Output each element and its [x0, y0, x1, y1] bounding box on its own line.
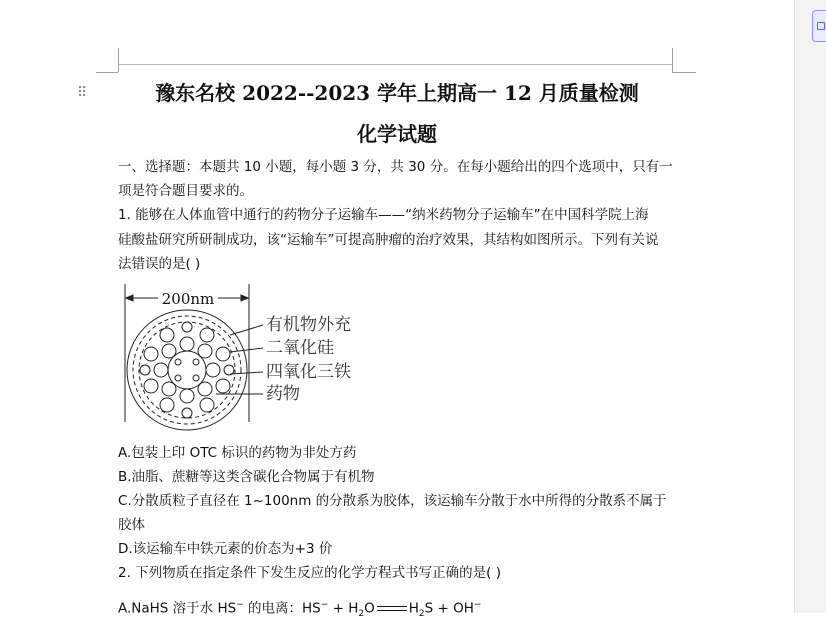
q2-stem: 2. 下列物质在指定条件下发生反应的化学方程式书写正确的是( ) [118, 565, 501, 581]
q2-option-a: A.NaHS 溶于水 HS− 的电离：$HS^- + H_2O$ $H_2S + OH^-$ [118, 600, 482, 620]
label-drug: 药物 [266, 384, 300, 404]
label-silica: 二氧化硅 [266, 338, 334, 358]
label-organic-coating: 有机物外充 [266, 315, 351, 335]
margin-corner-top-left-h [96, 72, 118, 73]
page-subtitle: 化学试题 [357, 122, 437, 146]
q2-a-eq: + H [328, 600, 359, 617]
section-intro-line1: 一、选择题：本题共 10 小题，每小题 3 分，共 30 分。在每小题给出的四个选项中，只有一 [118, 159, 673, 175]
label-fe3o4: 四氧化三铁 [266, 362, 351, 382]
nanocarrier-figure [118, 282, 378, 432]
margin-corner-top-right-h [672, 72, 696, 73]
q1-stem-line2: 硅酸盐研究所研制成功，该“运输车”可提高肿瘤的治疗效果，其结构如图所示。下列有关说 [118, 232, 659, 248]
side-panel-tab[interactable] [812, 10, 826, 42]
q1-stem-line1: 1. 能够在人体血管中通行的药物分子运输车——“纳米药物分子运输车”在中国科学院上海 [118, 207, 649, 223]
q1-option-d: D.该运输车中铁元素的价态为+3 价 [118, 541, 333, 557]
q2-a-prefix: A.NaHS 溶于水 HS [118, 600, 237, 617]
q1-option-c-line1: C.分散质粒子直径在 1~100nm 的分散系为胶体，该运输车分散于水中所得的分散系不属于 [118, 493, 667, 509]
q1-option-b: B.油脂、蔗糖等这类含碳化合物属于有机物 [118, 469, 375, 485]
scale-label: 200nm [161, 290, 215, 308]
q2-a-prod: H [408, 600, 419, 617]
equilibrium-arrow-icon [377, 604, 407, 614]
panel-icon [817, 22, 825, 30]
section-intro-line2: 项是符合题目要求的。 [118, 183, 253, 199]
q2-a-s: S + OH [424, 600, 474, 617]
q2-a-mid: 的电离：HS [243, 600, 321, 617]
drag-handle-icon[interactable]: ⠿ [77, 85, 88, 101]
margin-corner-top-right [672, 48, 673, 72]
q2-a-o: O [364, 600, 375, 617]
q1-stem-line3: 法错误的是( ) [118, 256, 201, 272]
page-title: 豫东名校 2022--2023 学年上期高一 12 月质量检测 [155, 81, 639, 105]
header-margin-line [118, 64, 672, 65]
q1-option-a: A.包装上印 OTC 标识的药物为非处方药 [118, 445, 357, 461]
right-gutter [794, 0, 826, 613]
margin-corner-top-left [118, 48, 119, 72]
q1-option-c-line2: 胶体 [118, 517, 145, 533]
